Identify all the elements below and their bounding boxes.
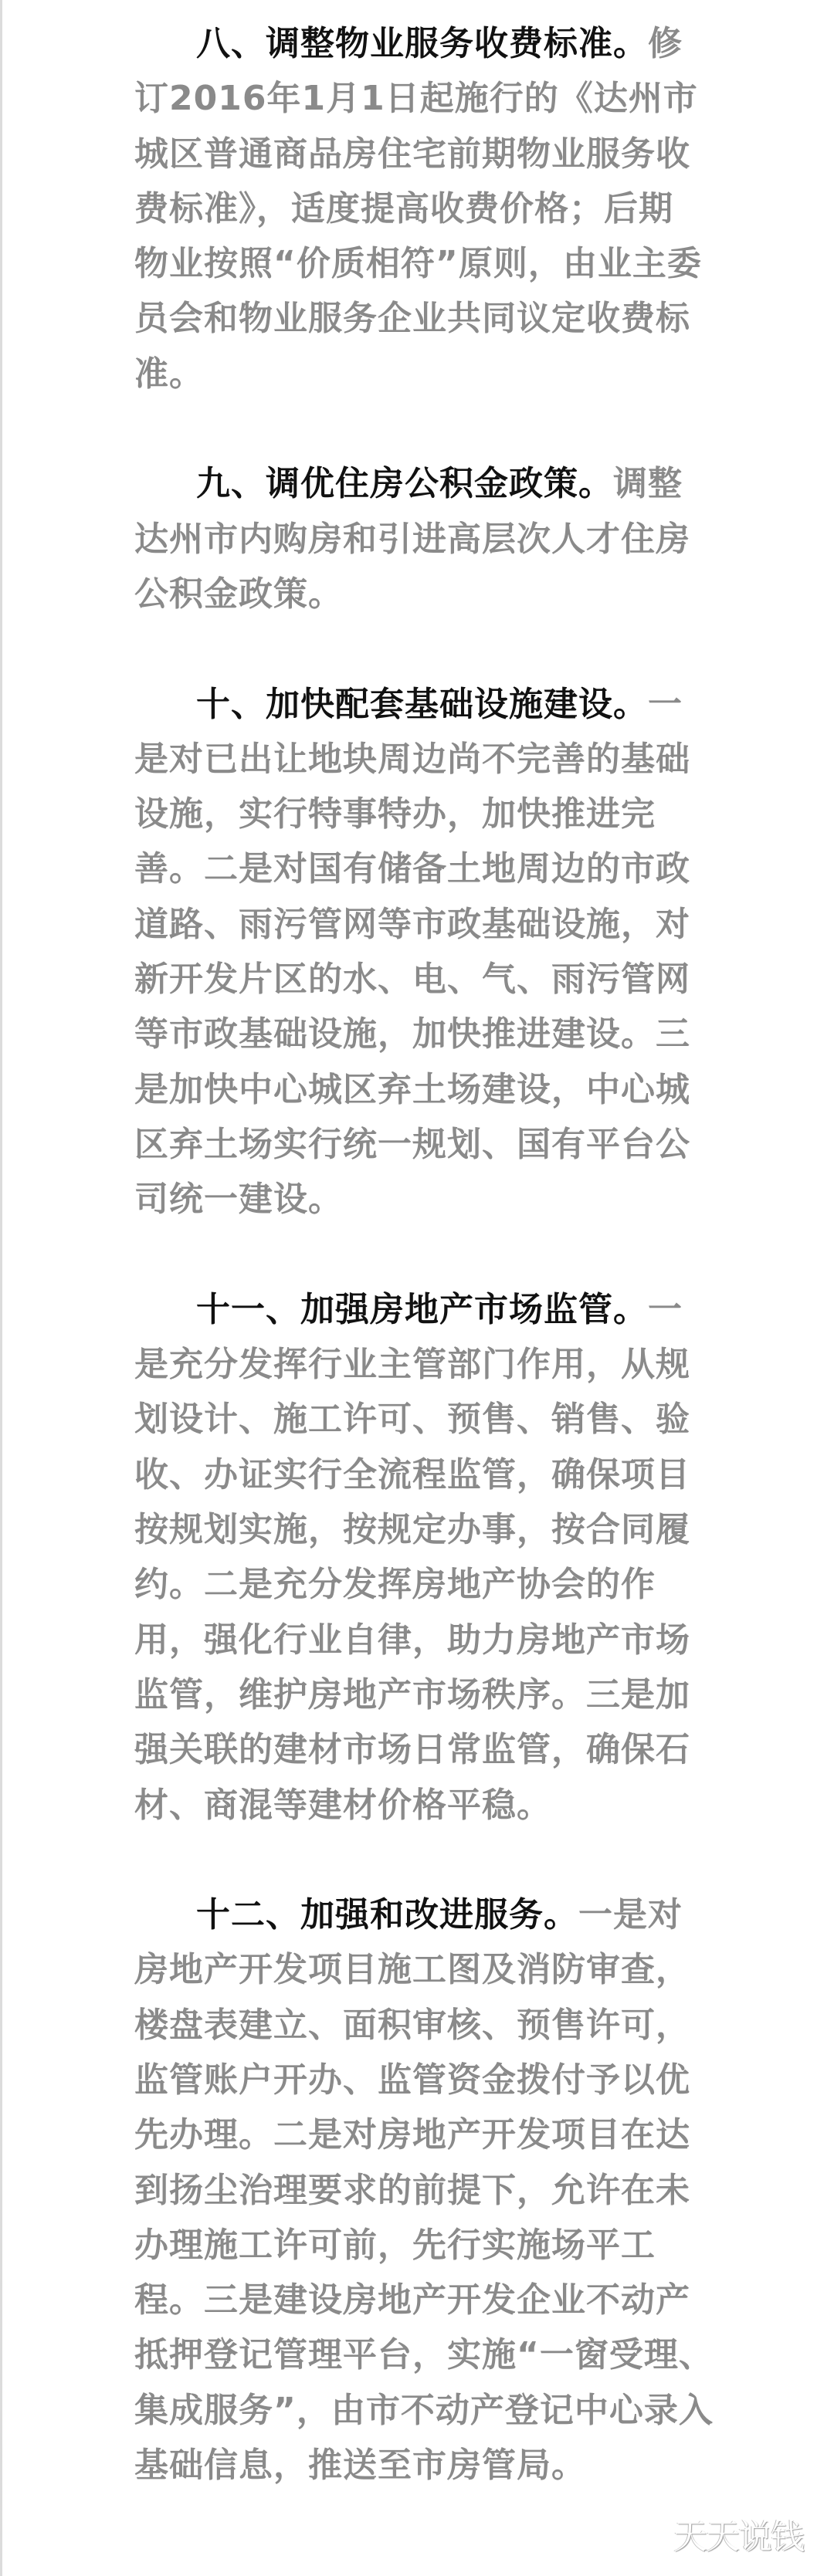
section-heading: 八、调整物业服务收费标准。 — [196, 24, 648, 63]
text-line: 到扬尘治理要求的前提下，允许在未 — [134, 2170, 690, 2210]
text-line: 公积金政策。 — [134, 574, 343, 614]
text-line: 准。 — [134, 354, 204, 394]
text-line: 按规划实施，按规定办事，按合同履 — [134, 1510, 690, 1550]
text-line: 新开发片区的水、电、气、雨污管网 — [134, 960, 690, 1000]
text-line: 材、商混等建材价格平稳。 — [134, 1785, 551, 1825]
section-11 — [134, 1282, 706, 1833]
text-line: 设施，实行特事特办，加快推进完 — [134, 794, 656, 834]
text-line: 物业按照“价质相符”原则，由业主委 — [134, 244, 702, 284]
text-line: 订2016年1月1日起施行的《达州市 — [134, 79, 698, 119]
section-12 — [134, 1887, 714, 2493]
section-8 — [134, 16, 706, 401]
text-line: 善。二是对国有储备土地周边的市政 — [134, 849, 690, 889]
section-first-line — [134, 1282, 706, 1337]
text-line: 等市政基础设施，加快推进建设。三 — [134, 1014, 690, 1054]
text-line: 强关联的建材市场日常监管，确保石 — [134, 1730, 690, 1770]
watermark: 天天说钱 — [673, 2517, 803, 2557]
section-10 — [134, 677, 706, 1227]
section-9 — [134, 456, 706, 621]
article-body — [134, 16, 714, 2548]
section-text: 调整 — [613, 464, 683, 504]
text-line: 房地产开发项目施工图及消防审查， — [134, 1950, 690, 1990]
text-line: 达州市内购房和引进高层次人才住房 — [134, 519, 690, 559]
section-first-line — [134, 16, 706, 71]
section-text: 一是对 — [578, 1895, 683, 1935]
text-line: 用，强化行业自律，助力房地产市场 — [134, 1620, 690, 1660]
text-line: 楼盘表建立、面积审核、预售许可， — [134, 2005, 690, 2045]
text-line: 区弃土场实行统一规划、国有平台公 — [134, 1124, 690, 1164]
section-first-line — [134, 1887, 706, 1942]
section-heading: 九、调优住房公积金政策。 — [196, 464, 613, 504]
text-line: 是充分发挥行业主管部门作用，从规 — [134, 1345, 690, 1385]
text-line: 收、办证实行全流程监管，确保项目 — [134, 1454, 690, 1494]
text-line: 道路、雨污管网等市政基础设施，对 — [134, 904, 690, 944]
text-line: 程。三是建设房地产开发企业不动产 — [134, 2280, 690, 2320]
text-line: 是对已出让地块周边尚不完善的基础 — [134, 739, 690, 779]
section-heading: 十二、加强和改进服务。 — [196, 1895, 578, 1935]
left-edge-divider — [0, 0, 2, 2576]
text-line: 抵押登记管理平台，实施“一窗受理、 — [134, 2335, 714, 2375]
section-text: 修 — [648, 24, 683, 63]
section-text: 一 — [648, 684, 683, 724]
text-line: 城区普通商品房住宅前期物业服务收 — [134, 134, 690, 174]
text-line: 办理施工许可前，先行实施场平工 — [134, 2225, 656, 2265]
text-line: 先办理。二是对房地产开发项目在达 — [134, 2115, 690, 2155]
text-line: 划设计、施工许可、预售、销售、验 — [134, 1400, 690, 1440]
text-line: 员会和物业服务企业共同议定收费标 — [134, 299, 690, 339]
section-heading: 十一、加强房地产市场监管。 — [196, 1289, 648, 1329]
section-first-line — [134, 677, 706, 732]
section-first-line — [134, 456, 706, 511]
text-line: 是加快中心城区弃土场建设，中心城 — [134, 1069, 690, 1109]
section-heading: 十、加快配套基础设施建设。 — [196, 684, 648, 724]
text-line: 约。二是充分发挥房地产协会的作 — [134, 1565, 656, 1605]
section-text: 一 — [648, 1289, 683, 1329]
text-line: 集成服务”，由市不动产登记中心录入 — [134, 2390, 714, 2430]
text-line: 监管账户开办、监管资金拨付予以优 — [134, 2060, 690, 2100]
text-line: 司统一建设。 — [134, 1180, 343, 1220]
text-line: 监管，维护房地产市场秩序。三是加 — [134, 1674, 690, 1715]
text-line: 费标准》，适度提高收费价格；后期 — [134, 188, 673, 228]
text-line: 基础信息，推送至市房管局。 — [134, 2446, 586, 2486]
